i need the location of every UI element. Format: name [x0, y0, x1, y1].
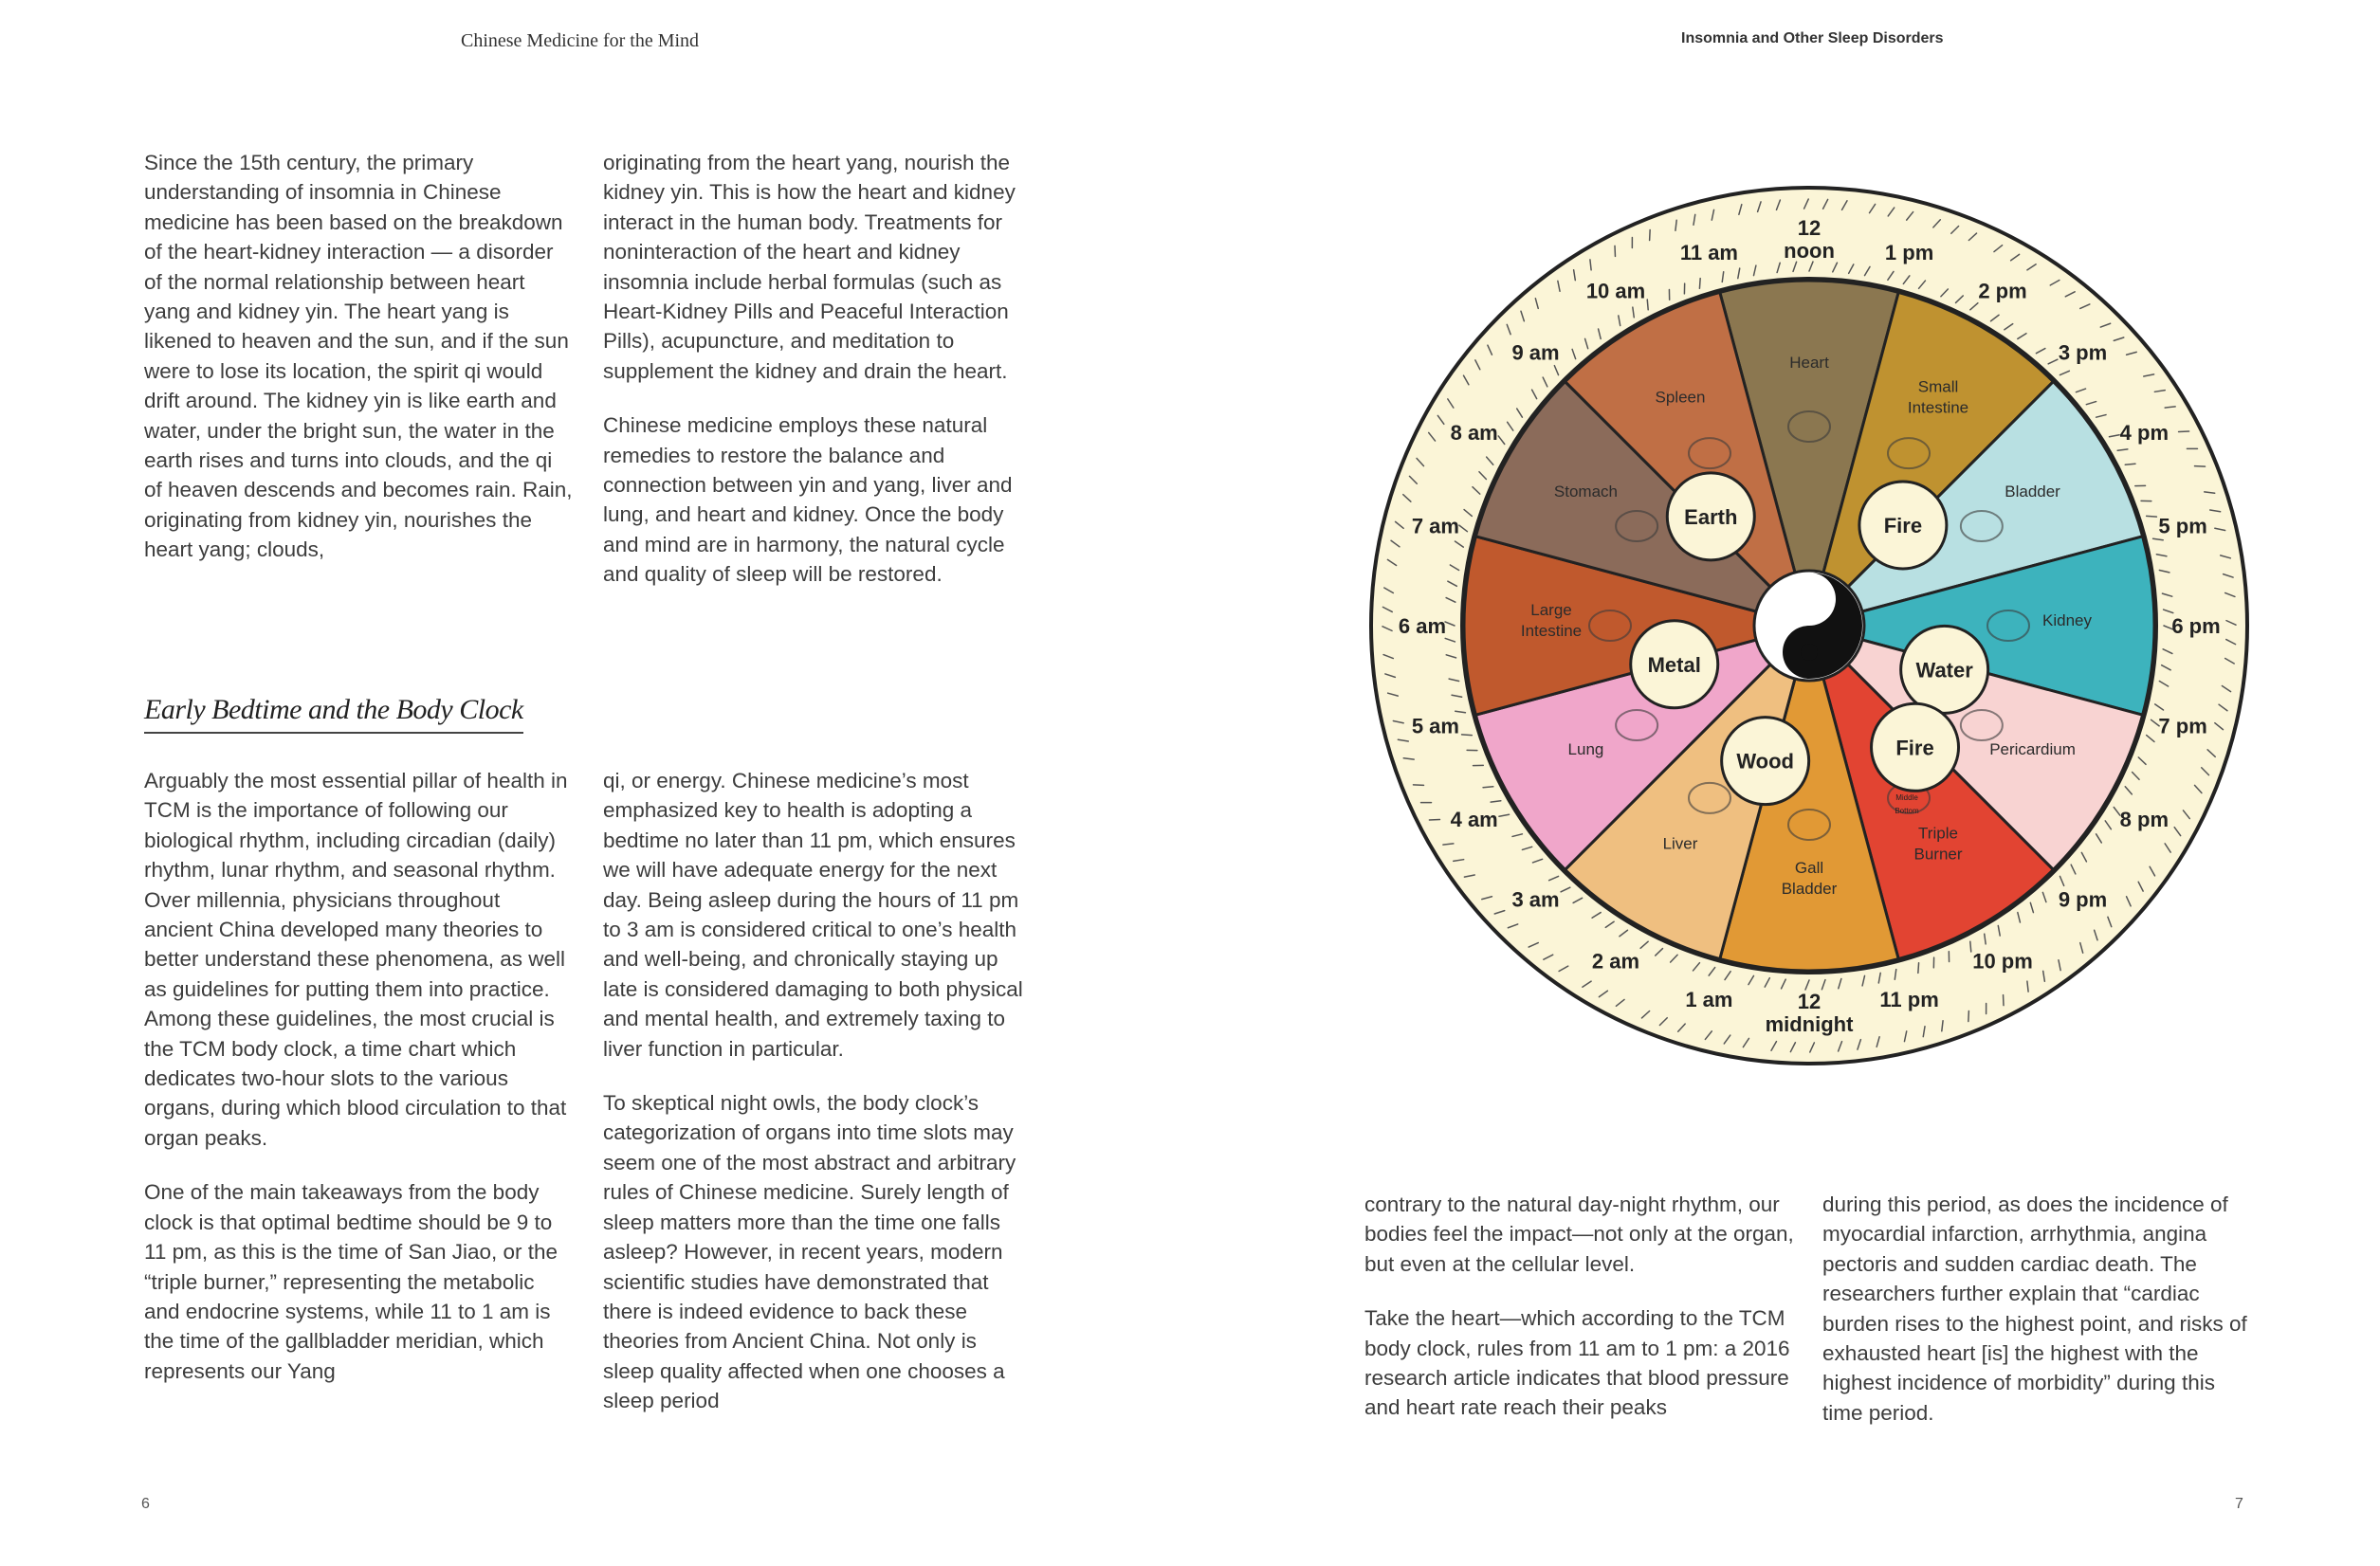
organ-label: Spleen — [1655, 388, 1706, 407]
hour-label: 11 am — [1679, 240, 1738, 264]
organ-label: Liver — [1662, 834, 1698, 853]
hour-label: 10 pm — [1972, 949, 2033, 974]
element-badge-metal — [1631, 621, 1718, 708]
section-heading: Early Bedtime and the Body Clock — [144, 694, 523, 734]
paragraph: One of the main takeaways from the body clock is that optimal bedtime should be 9 to 11 pm, as this is the time of San Jiao, or the “triple burner,” representing the metabolic and endocrine systems, while 11 to 1 am is the time of the gallbladder meridian, which represents our Yang — [144, 1180, 558, 1383]
hour-label: 3 pm — [2058, 340, 2108, 365]
element-label: Fire — [1895, 736, 1934, 760]
hour-label: 8 am — [1450, 421, 1498, 445]
hour-label: 7 am — [1411, 514, 1459, 538]
organ-label: Pericardium — [1989, 740, 2076, 758]
burner-label: Bottom — [1895, 806, 1919, 815]
left-column-bottom — [144, 766, 573, 1386]
paragraph: qi, or energy. Chinese medicine’s most emphasized key to health is adopting a bedtime no later than 11 pm, which ensures we will have adequate energy for the next day. Being asleep during the hours of 11 pm to 3 am is considered critical to one’s health and well-being, and chronically staying up late is considered damaging to both physical and mental health, and extremely taxing to liver function in particular. — [603, 769, 1023, 1061]
hour-label: 10 am — [1585, 279, 1646, 303]
hour-label: 6 am — [1398, 614, 1447, 638]
hour-label: 1 pm — [1884, 240, 1934, 264]
hour-label: 1 am — [1685, 988, 1733, 1012]
running-head-right: Insomnia and Other Sleep Disorders — [1681, 30, 1944, 46]
paragraph: Arguably the most essential pillar of health in TCM is the importance of following our biological rhythm, including circadian (daily) rhythm, lunar rhythm, and seasonal rhythm. Over millennia, physicians throughout ancient China developed many theories to better understand these phenomena, as well as guidelines for putting them into practice. Among these guidelines, the most crucial is the TCM body clock, a time chart which dedicates two-hour slots to the various organs, during which blood circulation to that organ peaks. — [144, 769, 568, 1150]
hour-label: 11 pm — [1879, 988, 1939, 1012]
hour-label: 5 pm — [2158, 514, 2207, 538]
body-clock-diagram — [1364, 180, 2255, 1071]
hour-label: 2 pm — [1978, 279, 2027, 303]
hour-label: 2 am — [1591, 949, 1640, 974]
organ-label: Bladder — [2005, 483, 2060, 501]
hour-label: 4 am — [1450, 808, 1498, 831]
element-label: Fire — [1883, 513, 1923, 537]
element-label: Earth — [1684, 504, 1738, 529]
element-badge-wood — [1722, 718, 1809, 805]
hour-label: 6 pm — [2171, 614, 2221, 638]
element-label: Metal — [1647, 652, 1701, 677]
element-label: Wood — [1736, 749, 1794, 774]
paragraph: during this period, as does the incidence of myocardial infarction, arrhythmia, angina pectoris and sudden cardiac death. The researchers further explain that “cardiac burden rises to the highest point, and risks of exhausted heart [is] the highest with the highest incidence of morbidity” during this time period. — [1822, 1193, 2247, 1425]
hour-label: 8 pm — [2119, 808, 2169, 831]
hour-label: 9 pm — [2058, 887, 2108, 912]
page-number-right: 7 — [2235, 1496, 2243, 1512]
paragraph: To skeptical night owls, the body clock’s categorization of organs into time slots may seem one of the most abstract and arbitrary rules of Chinese medicine. Surely length of sleep matters more than the time one falls asleep? However, in recent years, modern scientific studies have demonstrated that there is indeed evidence to back these theories from Ancient China. Not only is sleep quality affected when one chooses a sleep period — [603, 1091, 1016, 1413]
organ-label: Stomach — [1553, 483, 1618, 501]
element-badge-earth — [1667, 473, 1754, 560]
hour-label: 12 midnight — [1765, 990, 1854, 1036]
hour-label: 5 am — [1411, 714, 1459, 738]
hour-label: 3 am — [1511, 887, 1560, 912]
element-badge-fire — [1859, 482, 1947, 569]
organ-label: Heart — [1789, 354, 1829, 372]
organ-label: Large Intestine — [1520, 601, 1583, 640]
right-column-bottom — [603, 766, 1032, 1416]
hour-label: 9 am — [1511, 340, 1560, 365]
organ-label: Gall Bladder — [1781, 859, 1838, 898]
element-badge-fire — [1872, 703, 1959, 791]
organ-label: Triple Burner — [1913, 824, 1963, 864]
running-head-left: Chinese Medicine for the Mind — [461, 30, 700, 51]
right-column-top — [603, 148, 1032, 590]
paragraph: originating from the heart yang, nourish the kidney yin. This is how the heart and kidney interact in the human body. Treatments for noninteraction of the heart and kidney insomnia include herbal formulas (such as Heart-Kidney Pills and Peaceful Interaction Pills), acupuncture, and meditation to supplement the kidney and drain the heart. — [603, 151, 1016, 383]
hour-label: 7 pm — [2158, 714, 2207, 738]
hour-label: 4 pm — [2119, 421, 2169, 445]
organ-label: Small Intestine — [1907, 377, 1969, 417]
paragraph: contrary to the natural day-night rhythm, our bodies feel the impact—not only at the organ, but even at the cellular level. — [1364, 1193, 1794, 1276]
right-page-column-1 — [1364, 1190, 1796, 1423]
hour-label: 12 noon — [1784, 216, 1835, 263]
page-number-left: 6 — [141, 1496, 150, 1512]
burner-label: Middle — [1895, 792, 1918, 802]
paragraph: Chinese medicine employs these natural remedies to restore the balance and connection between yin and yang, liver and lung, and heart and kidney. Once the body and mind are in harmony, the natural cycle and quality of sleep will be restored. — [603, 413, 1013, 587]
organ-label: Lung — [1567, 740, 1604, 758]
element-badge-water — [1901, 626, 1988, 713]
organ-label: Kidney — [2042, 611, 2092, 629]
element-label: Water — [1915, 658, 1973, 683]
right-page-column-2 — [1822, 1190, 2259, 1428]
yin-yang-icon — [1754, 571, 1864, 681]
paragraph: Since the 15th century, the primary understanding of insomnia in Chinese medicine has been based on the breakdown of the heart-kidney interaction — a disorder of the normal relationship between heart yang and kidney yin. The heart yang is likened to heaven and the sun, and if the sun were to lose its location, the spirit qi would drift around. The kidney yin is like earth and water, under the bright sun, the water in the earth rises and turns into clouds, and the qi of heaven descends and becomes rain. Rain, originating from kidney yin, nourishes the heart yang; clouds, — [144, 151, 573, 562]
left-column-top — [144, 148, 573, 565]
paragraph: Take the heart—which according to the TCM body clock, rules from 11 am to 1 pm: a 2016 research article indicates that blood pressure and heart rate reach their peaks — [1364, 1306, 1790, 1420]
